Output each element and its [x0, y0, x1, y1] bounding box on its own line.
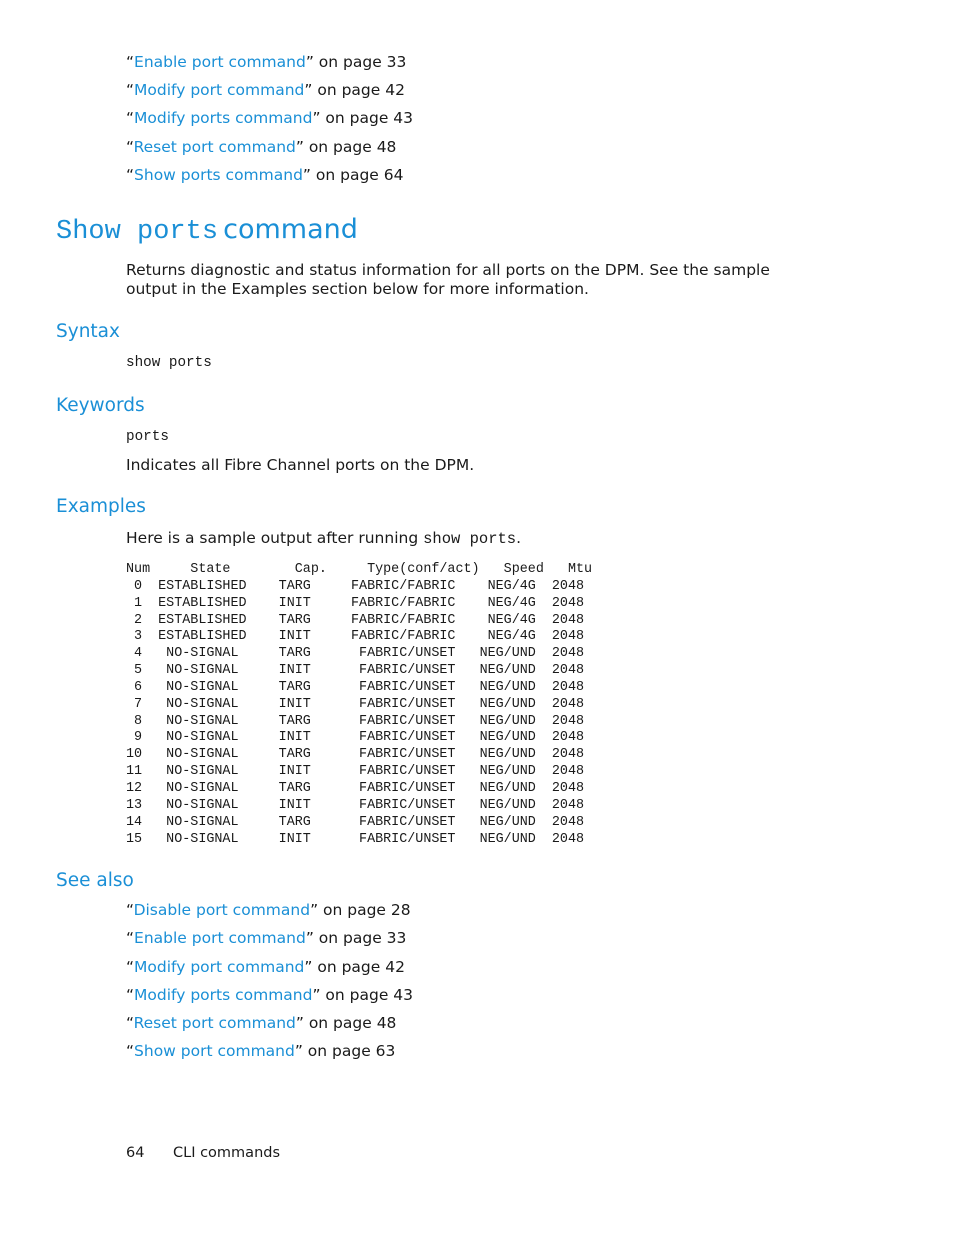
xref-item: “Show ports command” on page 64 — [126, 166, 404, 184]
keyword-term: ports — [126, 429, 169, 445]
keywords-heading: Keywords — [56, 395, 145, 416]
xref-link[interactable]: Show port command — [134, 1042, 295, 1060]
command-description: Returns diagnostic and status information for all ports on the DPM. See the sample output in the Examples section below for more information. — [126, 261, 770, 298]
page-title — [56, 214, 358, 247]
xref-link[interactable]: Show ports command — [134, 166, 303, 184]
xref-item: “Reset port command” on page 48 — [126, 1014, 397, 1032]
xref-link[interactable]: Modify ports command — [134, 109, 313, 127]
examples-heading: Examples — [56, 496, 146, 517]
keyword-description: Indicates all Fibre Channel ports on the DPM. — [126, 456, 475, 474]
xref-item: “Modify ports command” on page 43 — [126, 986, 414, 1004]
title-text: command — [223, 214, 358, 245]
inline-code: show ports — [423, 530, 517, 548]
xref-link[interactable]: Disable port command — [133, 901, 311, 919]
xref-item: “Disable port command” on page 28 — [126, 901, 411, 919]
xref-link[interactable]: Modify port command — [134, 958, 305, 976]
xref-item: “Modify ports command” on page 43 — [126, 109, 414, 127]
xref-item: “Show port command” on page 63 — [126, 1042, 396, 1060]
footer-page-number: 64 — [126, 1145, 145, 1161]
xref-link[interactable]: Enable port command — [134, 929, 306, 947]
footer-section: CLI commands — [173, 1145, 281, 1161]
xref-link[interactable]: Modify ports command — [134, 986, 313, 1004]
xref-item: “Modify port command” on page 42 — [126, 81, 405, 99]
sample-output: Num State Cap. Type(conf/act) Speed Mtu 0 ESTABLISHED TARG FABRIC/FABRIC NEG/4G 2048 1 ESTABLISHED INIT FABRIC/FABRIC NEG/4G 2048 2 ESTABLISHED TARG FABRIC/FABRIC NEG/4G 2048 3 ESTABLISHED INIT FABRIC/FABRIC NEG/4G 2048 4 NO-SIGNAL TARG FABRIC/UNSET NEG/UND 2048 5 NO-SIGNAL INIT FABRIC/UNSET NEG/UND 2048 6 NO-SIGNAL TARG FABRIC/UNSET NEG/UND 2048 7 NO-SIGNAL INIT FABRIC/UNSET NEG/UND 2048 8 NO-SIGNAL TARG FABRIC/UNSET NEG/UND 2048 9 NO-SIGNAL INIT FABRIC/UNSET NEG/UND 2048 10 NO-SIGNAL TARG FABRIC/UNSET NEG/UND 2048 11 NO-SIGNAL INIT FABRIC/UNSET NEG/UND 2048 12 NO-SIGNAL TARG FABRIC/UNSET NEG/UND 2048 13 NO-SIGNAL INIT FABRIC/UNSET NEG/UND 2048 14 NO-SIGNAL TARG FABRIC/UNSET NEG/UND 2048 15 NO-SIGNAL INIT FABRIC/UNSET NEG/UND 2048 — [126, 562, 593, 847]
examples-intro: Here is a sample output after running show ports. — [126, 529, 522, 548]
xref-item: “Reset port command” on page 48 — [126, 138, 397, 156]
syntax-heading: Syntax — [56, 321, 120, 342]
xref-link[interactable]: Reset port command — [133, 1014, 296, 1032]
xref-item: “Enable port command” on page 33 — [126, 53, 407, 71]
xref-item: “Modify port command” on page 42 — [126, 958, 405, 976]
xref-link[interactable]: Enable port command — [134, 53, 306, 71]
xref-item: “Enable port command” on page 33 — [126, 929, 407, 947]
syntax-command: show ports — [126, 355, 212, 371]
xref-link[interactable]: Modify port command — [134, 81, 305, 99]
xref-link[interactable]: Reset port command — [133, 138, 296, 156]
title-code: Show ports — [56, 217, 219, 247]
see-also-heading: See also — [56, 870, 134, 891]
